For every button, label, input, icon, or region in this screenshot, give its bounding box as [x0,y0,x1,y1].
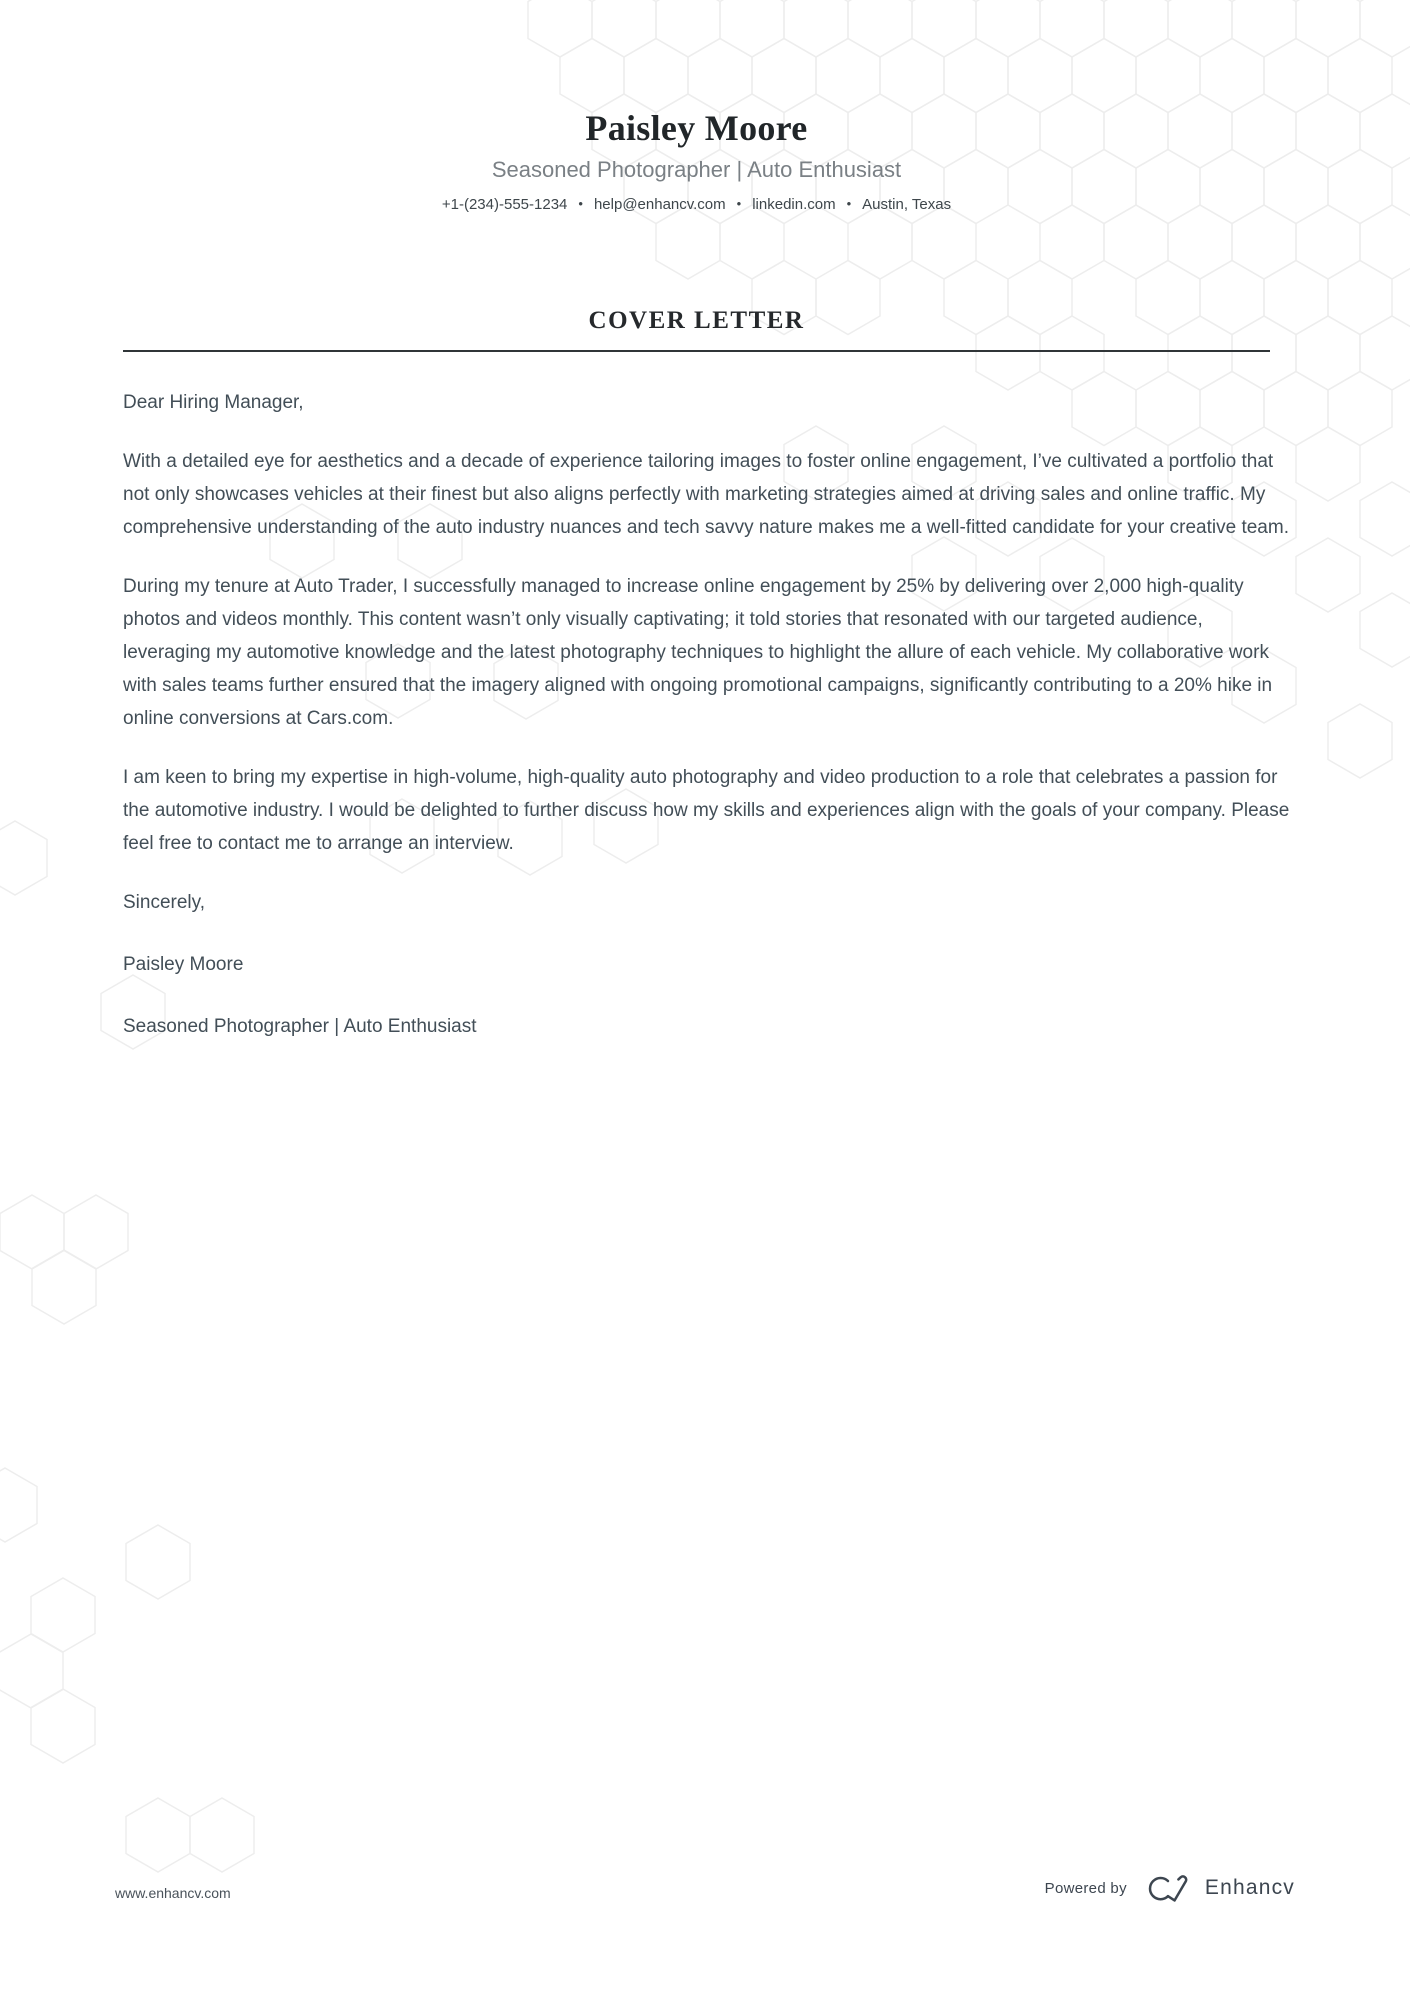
separator-dot: • [846,196,852,211]
paragraph-2: During my tenure at Auto Trader, I successfully managed to increase online engagement by 25% by delivering over 2,000 high-quality photos and videos monthly. This content wasn’t only visually captivating; it told stories that resonated with our targeted audience, leveraging my automotive knowledge and the latest photography techniques to highlight the allure of each vehicle. My collaborative work with sales teams further ensured that the imagery aligned with ongoing promotional campaigns, significantly contributing to a 20% hike in online conversions at Cars.com. [123,576,1273,729]
salutation: Dear Hiring Manager, [123,392,304,413]
signature-name: Paisley Moore [123,954,244,975]
contact-phone: +1-(234)-555-1234 [441,196,568,213]
contact-linkedin[interactable]: linkedin.com [752,196,836,213]
paragraph-3: I am keen to bring my expertise in high-volume, high-quality auto photography and video production to a role that celebrates a passion for the automotive industry. I would be delighted to further discuss how my skills and experiences align with the goals of your company. Please feel free to contact me to arrange an interview. [123,767,1290,854]
signature-title: Seasoned Photographer | Auto Enthusiast [123,1016,477,1037]
header [123,108,1270,215]
footer [0,1868,1410,1908]
title-divider [123,350,1270,352]
paragraph-1: With a detailed eye for aesthetics and a decade of experience tailoring images to foster online engagement, I’ve cultivated a portfolio that not only showcases vehicles at their finest but also aligns perfectly with marketing strategies aimed at driving sales and online traffic. My comprehensive understanding of the auto industry nuances and tech savvy nature makes me a well-fitted candidate for your creative team. [123,451,1289,538]
contact-location: Austin, Texas [862,196,952,213]
separator-dot: • [578,196,583,211]
powered-by-group [1045,1868,1295,1908]
person-title: Seasoned Photographer | Auto Enthusiast [491,157,902,182]
contact-email[interactable]: help@enhancv.com [593,196,726,213]
footer-website-link[interactable]: www.enhancv.com [115,1885,231,1901]
section-title: COVER LETTER [588,307,805,334]
separator-dot: • [736,196,742,211]
closing: Sincerely, [123,892,206,913]
enhancv-logo-icon[interactable] [1143,1874,1189,1903]
enhancv-brand-name[interactable]: Enhancv [1204,1876,1295,1899]
contact-info [123,194,1270,215]
letter-body [123,386,1290,1043]
powered-by-label: Powered by [1044,1879,1127,1897]
person-name: Paisley Moore [585,108,808,148]
